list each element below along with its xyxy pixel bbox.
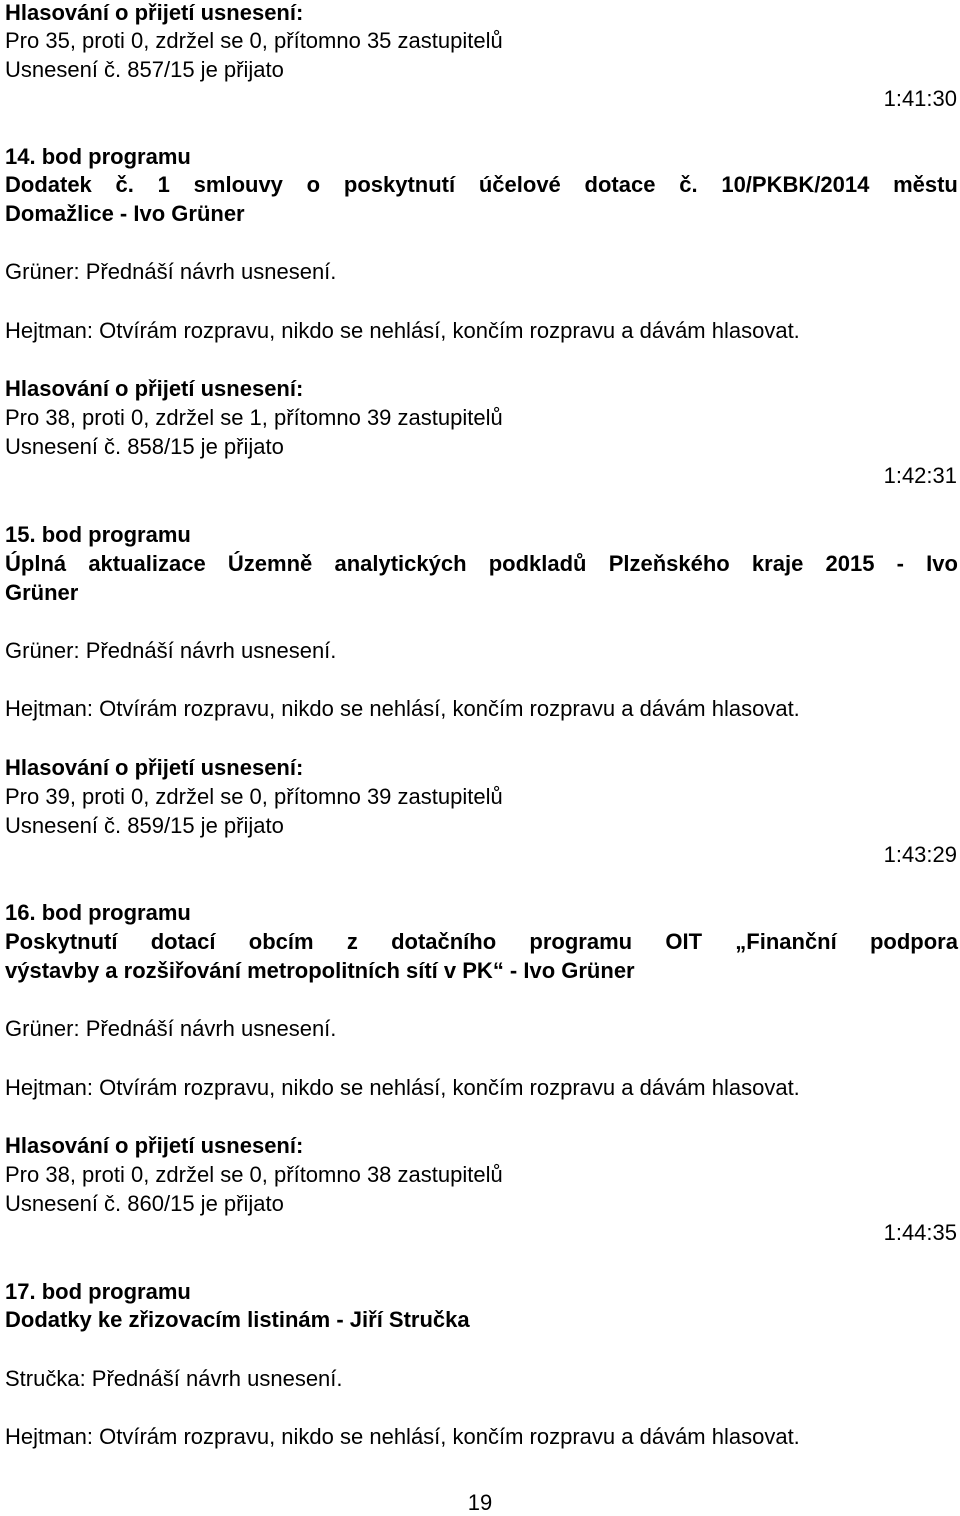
agenda-item-title: výstavby a rozšiřování metropolitních sítí v PK“ - Ivo Grüner: [5, 958, 635, 983]
title-word: městu: [893, 172, 958, 197]
agenda-item-label: bod programu: [41, 144, 191, 169]
title-word: dotace: [584, 172, 656, 197]
agenda-item-title: Domažlice - Ivo Grüner: [5, 201, 245, 226]
vote-heading: Hlasování o přijetí usnesení:: [5, 376, 304, 401]
vote-result: Pro 39, proti 0, zdržel se 0, přítomno 39 zastupitelů: [5, 784, 503, 809]
agenda-item-title: [5, 929, 958, 955]
title-word: obcím: [248, 929, 314, 954]
title-word: o: [306, 172, 321, 197]
title-word: -: [896, 551, 904, 576]
timestamp: 1:41:30: [883, 86, 957, 111]
resolution: Usnesení č. 860/15 je přijato: [5, 1191, 284, 1216]
agenda-item-number: 17.: [5, 1279, 36, 1304]
resolution: Usnesení č. 859/15 je přijato: [5, 813, 284, 838]
vote-heading: Hlasování o přijetí usnesení:: [5, 0, 304, 25]
resolution: Usnesení č. 857/15 je přijato: [5, 57, 284, 82]
title-word: „Finanční: [735, 929, 837, 954]
title-word: Územně: [227, 551, 313, 576]
title-word: 10/PKBK/2014: [721, 172, 870, 197]
chair-line: Hejtman: Otvírám rozpravu, nikdo se nehlásí, končím rozpravu a dávám hlasovat.: [5, 1075, 800, 1100]
title-word: Plzeňského: [608, 551, 730, 576]
presenter-line: Grüner: Přednáší návrh usnesení.: [5, 259, 337, 284]
agenda-item-number: 15.: [5, 522, 36, 547]
chair-line: Hejtman: Otvírám rozpravu, nikdo se nehlásí, končím rozpravu a dávám hlasovat.: [5, 318, 800, 343]
title-word: programu: [529, 929, 633, 954]
vote-heading: Hlasování o přijetí usnesení:: [5, 1133, 304, 1158]
agenda-item-title: Grüner: [5, 580, 79, 605]
title-word: 1: [157, 172, 170, 197]
title-word: účelové: [478, 172, 561, 197]
presenter-line: Stručka: Přednáší návrh usnesení.: [5, 1366, 343, 1391]
agenda-item-title: [5, 551, 958, 577]
title-word: dotačního: [391, 929, 497, 954]
title-word: dotací: [150, 929, 216, 954]
vote-heading: Hlasování o přijetí usnesení:: [5, 755, 304, 780]
title-word: z: [346, 929, 358, 954]
agenda-item-heading: [5, 900, 191, 926]
title-word: aktualizace: [88, 551, 206, 576]
title-word: smlouvy: [193, 172, 283, 197]
title-word: OIT: [665, 929, 703, 954]
agenda-item-label: bod programu: [41, 1279, 191, 1304]
timestamp: 1:43:29: [883, 842, 957, 867]
title-word: kraje: [751, 551, 804, 576]
agenda-item-number: 16.: [5, 900, 36, 925]
title-word: Dodatek: [5, 172, 92, 197]
title-word: Poskytnutí: [5, 929, 118, 954]
presenter-line: Grüner: Přednáší návrh usnesení.: [5, 638, 337, 663]
title-word: č.: [679, 172, 698, 197]
vote-result: Pro 35, proti 0, zdržel se 0, přítomno 35 zastupitelů: [5, 28, 503, 53]
timestamp: 1:44:35: [883, 1220, 957, 1245]
chair-line: Hejtman: Otvírám rozpravu, nikdo se nehlásí, končím rozpravu a dávám hlasovat.: [5, 1424, 800, 1449]
chair-line: Hejtman: Otvírám rozpravu, nikdo se nehlásí, končím rozpravu a dávám hlasovat.: [5, 696, 800, 721]
resolution: Usnesení č. 858/15 je přijato: [5, 434, 284, 459]
agenda-item-heading: [5, 1279, 191, 1305]
agenda-item-label: bod programu: [41, 522, 191, 547]
presenter-line: Grüner: Přednáší návrh usnesení.: [5, 1016, 337, 1041]
agenda-item-label: bod programu: [41, 900, 191, 925]
agenda-item-title: [5, 172, 958, 198]
vote-result: Pro 38, proti 0, zdržel se 1, přítomno 39 zastupitelů: [5, 405, 503, 430]
title-word: č.: [115, 172, 134, 197]
agenda-item-heading: [5, 144, 191, 170]
agenda-item-number: 14.: [5, 144, 36, 169]
title-word: podpora: [869, 929, 958, 954]
agenda-item-title: Dodatky ke zřizovacím listinám - Jiří Stručka: [5, 1307, 470, 1332]
title-word: poskytnutí: [343, 172, 456, 197]
vote-result: Pro 38, proti 0, zdržel se 0, přítomno 38 zastupitelů: [5, 1162, 503, 1187]
timestamp: 1:42:31: [883, 463, 957, 488]
title-word: Úplná: [5, 551, 67, 576]
page-number: 19: [467, 1490, 493, 1515]
title-word: 2015: [825, 551, 875, 576]
title-word: analytických: [334, 551, 467, 576]
title-word: Ivo: [926, 551, 958, 576]
title-word: podkladů: [488, 551, 587, 576]
agenda-item-heading: [5, 522, 191, 548]
